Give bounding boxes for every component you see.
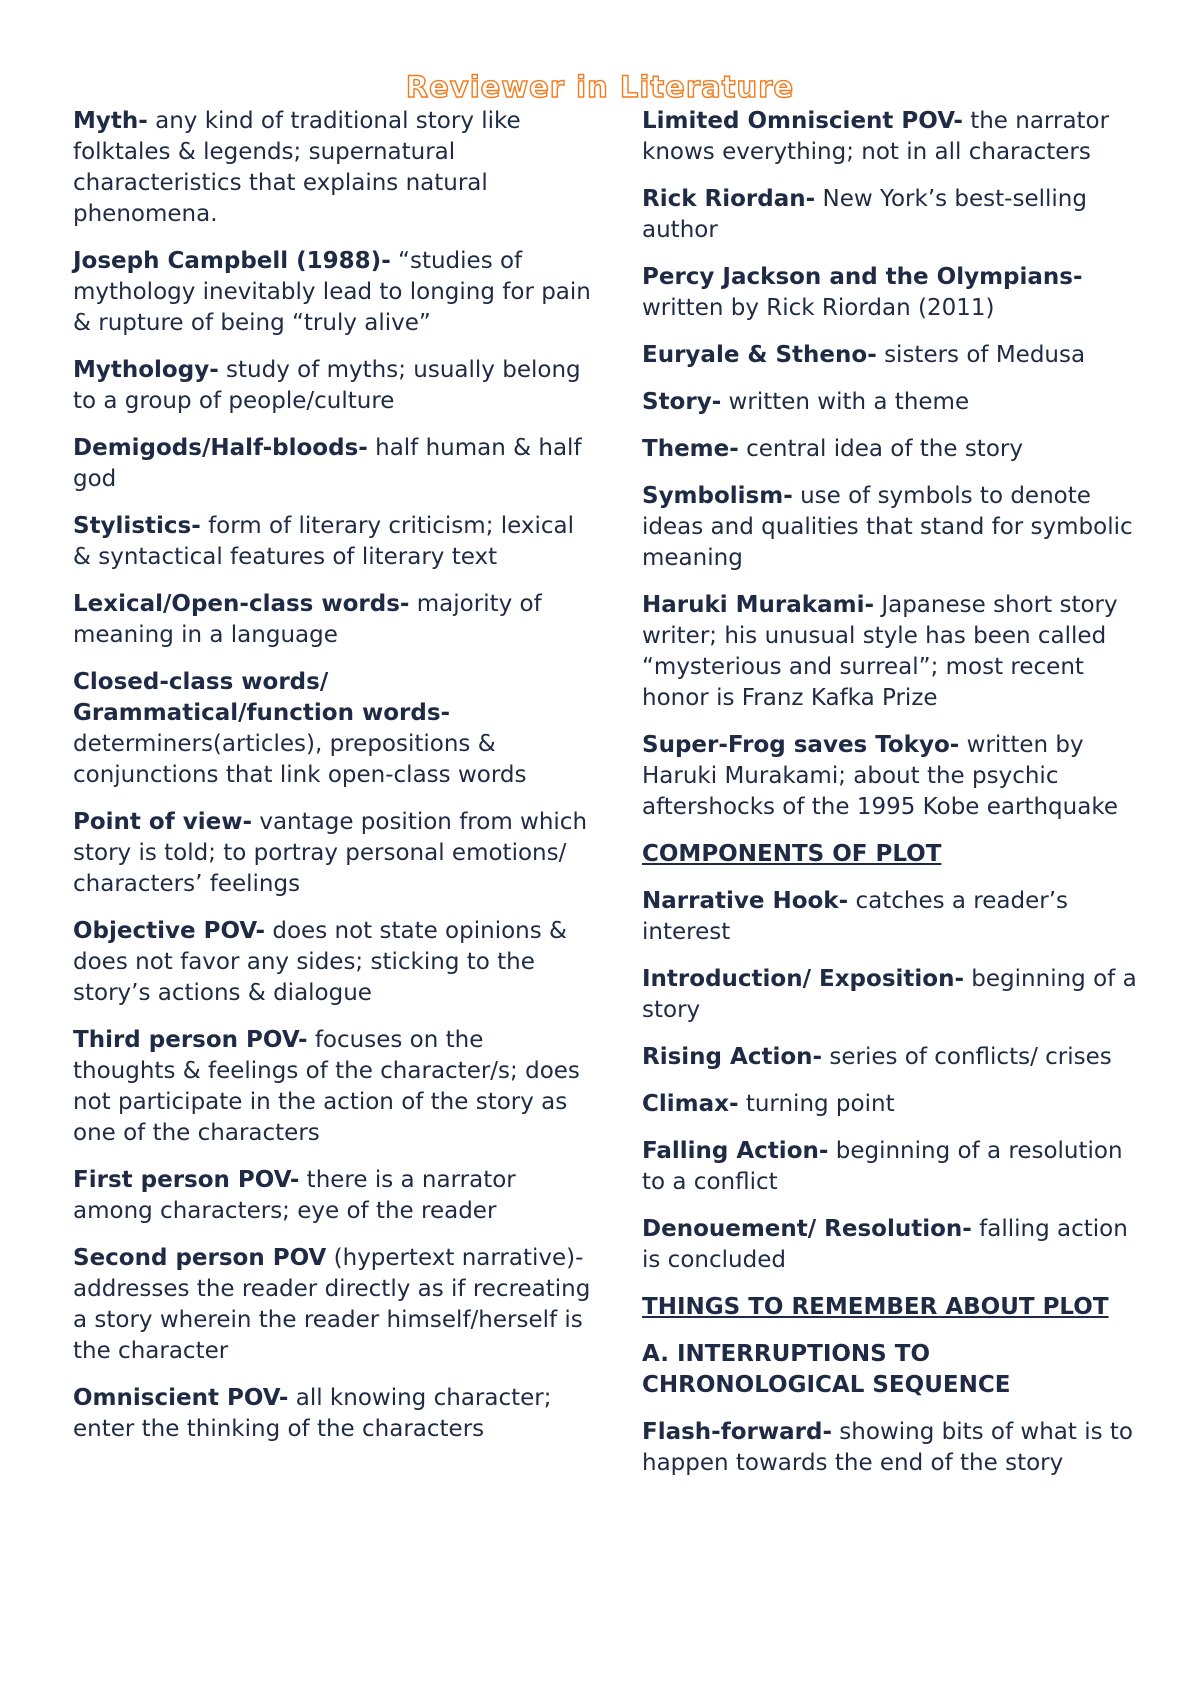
entry-mythology [73, 355, 593, 417]
definition: series of conflicts/ crises [822, 1044, 1112, 1070]
term: Narrative Hook- [642, 888, 849, 914]
entry-story [642, 387, 1142, 418]
definition: New York’s best-selling author [642, 186, 1087, 243]
definition: beginning of a resolution to a conflict [642, 1138, 1123, 1195]
definition: determiners(articles), prepositions & conjunctions that link open-class words [73, 731, 527, 788]
definition: (hypertext narrative)- addresses the reader directly as if recreating a story wherein the reader himself/herself is the character [73, 1245, 591, 1364]
definition: central idea of the story [738, 436, 1023, 462]
entry-point-of-view [73, 807, 593, 900]
term: Limited Omniscient POV- [642, 108, 963, 134]
document-title: Reviewer in Literature [405, 70, 795, 104]
definition: majority of meaning in a language [73, 591, 542, 648]
definition: sisters of Medusa [876, 342, 1086, 368]
term: Omniscient POV- [73, 1385, 289, 1411]
definition: focuses on the thoughts & feelings of the character/s; does not participate in the action of the story as one of the characters [73, 1027, 580, 1146]
term: Story- [642, 389, 722, 415]
definition: showing bits of what is to happen towards the end of the story [642, 1419, 1133, 1476]
entry-demigods [73, 433, 593, 495]
term: Second person POV [73, 1245, 327, 1271]
term: Denouement/ Resolution- [642, 1216, 972, 1242]
definition: written by Haruki Murakami; about the psychic aftershocks of the 1995 Kobe earthquake [642, 732, 1118, 820]
definition: catches a reader’s interest [642, 888, 1068, 945]
things-to-remember-heading: THINGS TO REMEMBER ABOUT PLOT [642, 1294, 1109, 1320]
entry-climax [642, 1089, 1142, 1120]
term: First person POV- [73, 1167, 300, 1193]
entry-super-frog [642, 730, 1142, 823]
term: Objective POV- [73, 918, 266, 944]
entry-haruki-murakami [642, 590, 1142, 714]
entry-limited-omniscient-pov [642, 106, 1142, 168]
entry-theme [642, 434, 1142, 465]
entry-omniscient-pov [73, 1383, 593, 1445]
definition: Japanese short story writer; his unusual style has been called “mysterious and surreal”; most recent honor is Franz Kafka Prize [642, 592, 1118, 711]
right-column [642, 106, 1142, 1495]
definition: study of myths; usually belong to a group of people/culture [73, 357, 581, 414]
term: Haruki Murakami- [642, 592, 875, 618]
entry-stylistics [73, 511, 593, 573]
definition: vantage position from which story is told; to portray personal emotions/ characters’ feelings [73, 809, 588, 897]
term: Rick Riordan- [642, 186, 816, 212]
term: Stylistics- [73, 513, 201, 539]
term: Percy Jackson and the Olympians- [642, 264, 1083, 290]
interruptions-heading: A. INTERRUPTIONS TO CHRONOLOGICAL SEQUENCE [642, 1341, 1011, 1398]
definition: “studies of mythology inevitably lead to longing for pain & rupture of being “truly alive” [73, 248, 591, 336]
definition: use of symbols to denote ideas and qualities that stand for symbolic meaning [642, 483, 1133, 571]
entry-closed-class-words [73, 667, 593, 791]
entry-denouement [642, 1214, 1142, 1276]
entry-first-person-pov [73, 1165, 593, 1227]
term: Joseph Campbell (1988)- [73, 248, 391, 274]
entry-rising-action [642, 1042, 1142, 1073]
entry-percy-jackson [642, 262, 1142, 324]
term: Flash-forward- [642, 1419, 832, 1445]
term: Myth- [73, 108, 148, 134]
term: Symbolism- [642, 483, 793, 509]
term: Third person POV- [73, 1027, 308, 1053]
entry-joseph-campbell [73, 246, 593, 339]
term: Rising Action- [642, 1044, 823, 1070]
definition: there is a narrator among characters; eye of the reader [73, 1167, 516, 1224]
definition: form of literary criticism; lexical & syntactical features of literary text [73, 513, 575, 570]
definition: written with a theme [721, 389, 970, 415]
term: Euryale & Stheno- [642, 342, 877, 368]
definition: the narrator knows everything; not in all characters [642, 108, 1110, 165]
term: Super-Frog saves Tokyo- [642, 732, 960, 758]
term: Demigods/Half-bloods- [73, 435, 368, 461]
term: Climax- [642, 1091, 739, 1117]
entry-third-person-pov [73, 1025, 593, 1149]
entry-narrative-hook [642, 886, 1142, 948]
entry-symbolism [642, 481, 1142, 574]
entry-introduction [642, 964, 1142, 1026]
entry-rick-riordan [642, 184, 1142, 246]
entry-lexical-words [73, 589, 593, 651]
term: Introduction/ Exposition- [642, 966, 964, 992]
definition: falling action is concluded [642, 1216, 1128, 1273]
entry-falling-action [642, 1136, 1142, 1198]
definition: beginning of a story [642, 966, 1137, 1023]
term: Closed-class words/ Grammatical/function words- [73, 669, 451, 726]
entry-second-person-pov [73, 1243, 593, 1367]
entry-euryale-stheno [642, 340, 1142, 371]
definition: any kind of traditional story like folktales & legends; supernatural characteristics that explains natural phenomena. [73, 108, 521, 227]
components-of-plot-heading: COMPONENTS OF PLOT [642, 841, 942, 867]
left-column [73, 106, 593, 1461]
entry-flash-forward [642, 1417, 1142, 1479]
definition: all knowing character; enter the thinking of the characters [73, 1385, 552, 1442]
entry-myth [73, 106, 593, 230]
term: Falling Action- [642, 1138, 829, 1164]
term: Point of view- [73, 809, 253, 835]
term: Mythology- [73, 357, 219, 383]
entry-objective-pov [73, 916, 593, 1009]
definition: half human & half god [73, 435, 582, 492]
definition: written by Rick Riordan (2011) [642, 295, 995, 321]
definition: turning point [738, 1091, 895, 1117]
definition: does not state opinions & does not favor any sides; sticking to the story’s actions & dialogue [73, 918, 567, 1006]
term: Lexical/Open-class words- [73, 591, 410, 617]
term: Theme- [642, 436, 739, 462]
